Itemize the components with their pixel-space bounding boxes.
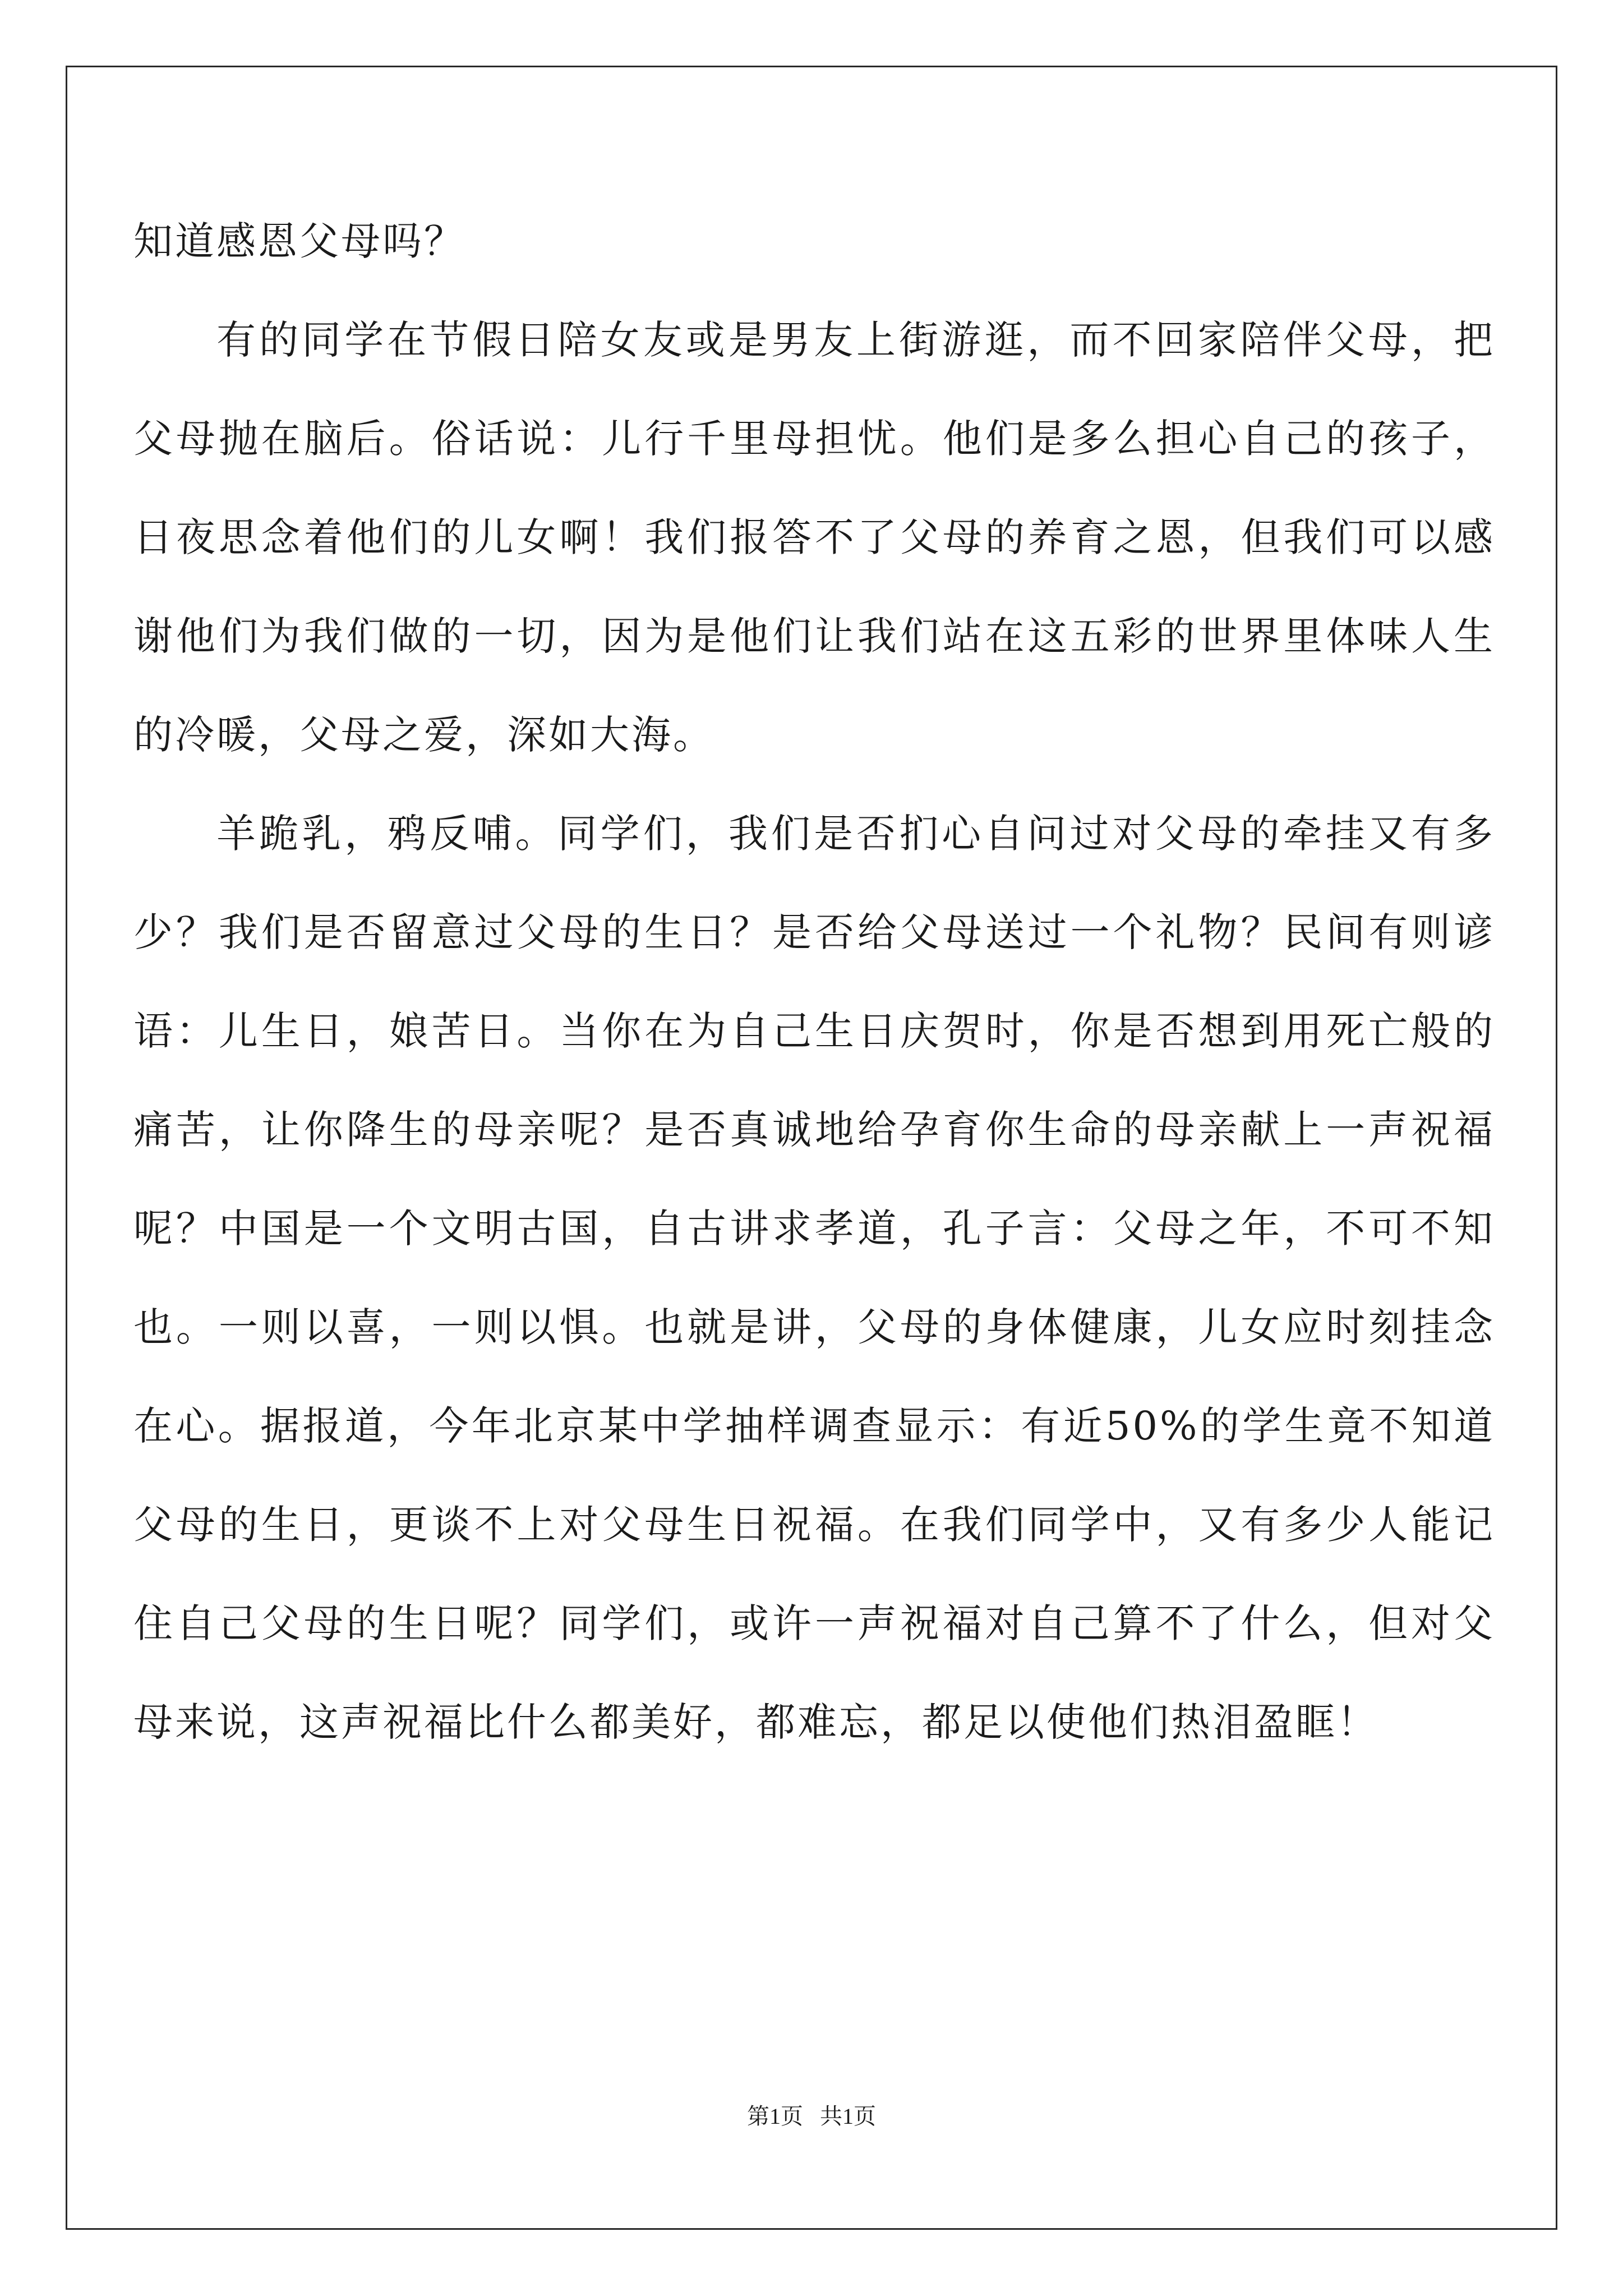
document-body: [133, 192, 1495, 1772]
paragraph-filial-piety: 羊跪乳，鸦反哺。同学们，我们是否扪心自问过对父母的牵挂又有多少？我们是否留意过父母的生日？是否给父母送过一个礼物？民间有则谚语：儿生日，娘苦日。当你在为自己生日庆贺时，你是否想到用死亡般的痛苦，让你降生的母亲呢？是否真诚地给孕育你生命的母亲献上一声祝福呢？中国是一个文明古国，自古讲求孝道，孔子言：父母之年，不可不知也。一则以喜，一则以惧。也就是讲，父母的身体健康，儿女应时刻挂念在心。据报道，今年北京某中学抽样调查显示：有近50%的学生竟不知道父母的生日，更谈不上对父母生日祝福。在我们同学中，又有多少人能记住自己父母的生日呢？同学们，或许一声祝福对自己算不了什么，但对父母来说，这声祝福比什么都美好，都难忘，都足以使他们热泪盈眶！: [133, 811, 1495, 1745]
paragraph-intro: 知道感恩父母吗？: [133, 218, 465, 264]
page-number: 第1页 共1页: [747, 2104, 876, 2129]
paragraph-festival: 有的同学在节假日陪女友或是男友上街游逛，而不回家陪伴父母，把父母抛在脑后。俗话说：儿行千里母担忧。他们是多么担心自己的孩子，日夜思念着他们的儿女啊！我们报答不了父母的养育之恩，但我们可以感谢他们为我们做的一切，因为是他们让我们站在这五彩的世界里体味人生的冷暖，父母之爱，深如大海。: [133, 317, 1495, 758]
